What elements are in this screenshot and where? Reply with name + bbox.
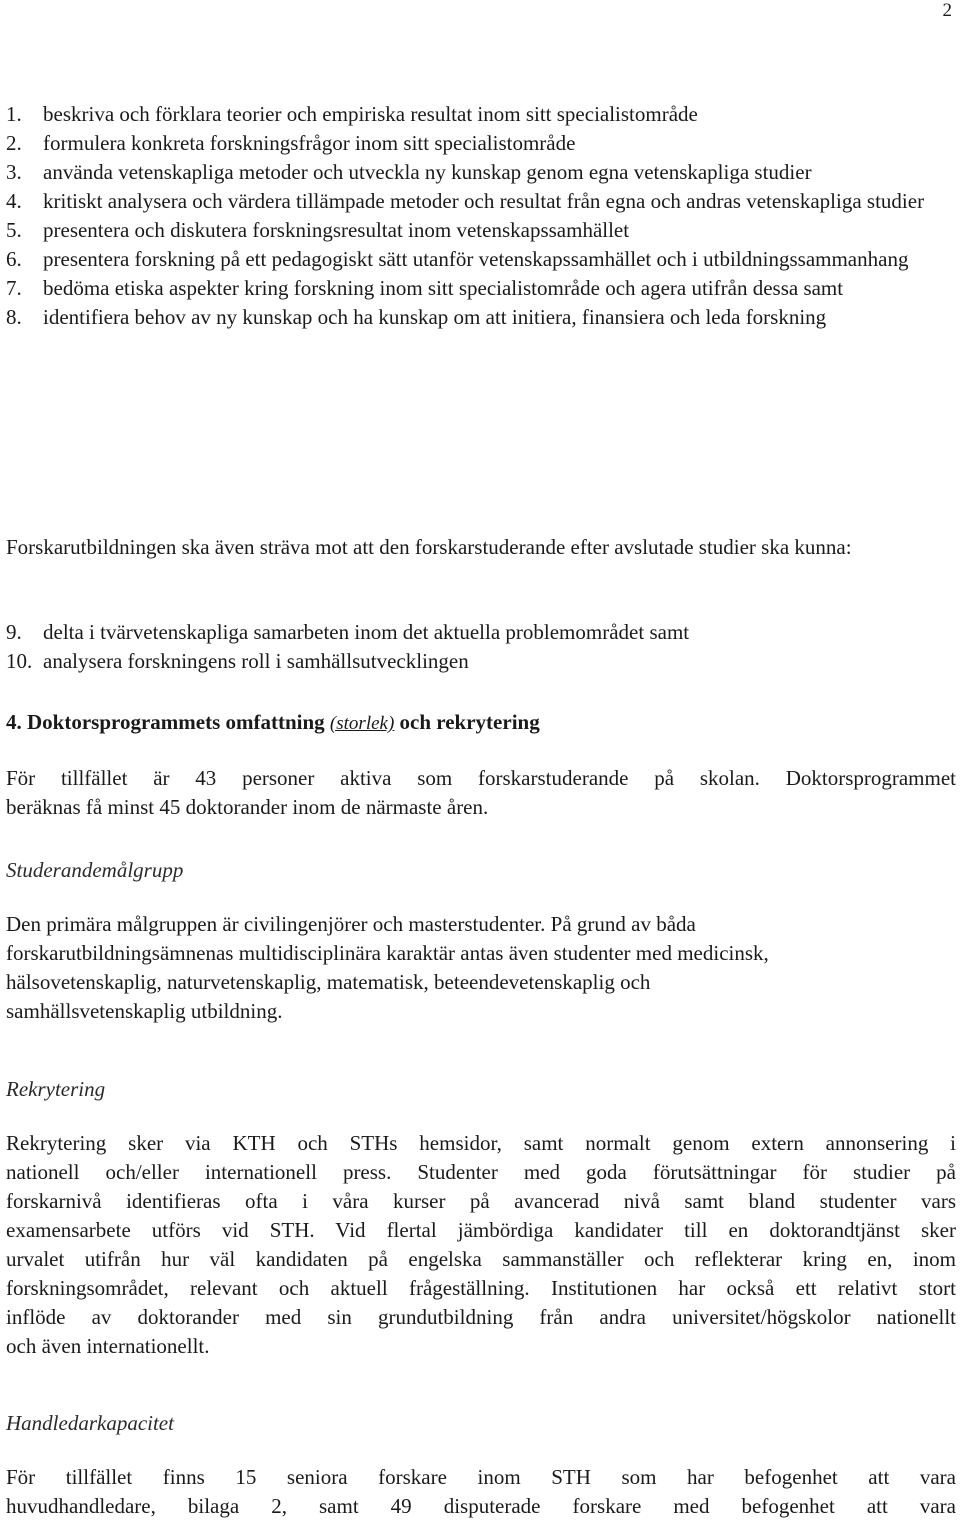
- paragraph-line: nationell och/eller internationell press. Studenter med goda förutsättningar för studier på: [6, 1160, 956, 1184]
- subheading-target-group: Studerandemålgrupp: [6, 858, 184, 882]
- subheading-supervision: Handledarkapacitet: [6, 1411, 174, 1435]
- paragraph-line: examensarbete utförs vid STH. Vid flertal jämbördiga kandidater till en doktorandtjänst sker: [6, 1218, 956, 1242]
- list-number: 1.: [6, 102, 22, 126]
- list-item: [6, 158, 956, 187]
- paragraph-line: Rekrytering sker via KTH och STHs hemsidor, samt normalt genom extern annonsering i: [6, 1131, 956, 1155]
- list-item: [6, 245, 956, 274]
- goals-list: [6, 100, 956, 332]
- page-number: 2: [942, 0, 952, 21]
- list-number: 6.: [6, 247, 22, 271]
- list-number: 9.: [6, 620, 22, 644]
- paragraph-line: För tillfället är 43 personer aktiva som forskarstuderande på skolan. Doktorsprogrammet: [6, 766, 956, 790]
- list-item: [6, 618, 956, 647]
- paragraph-line: För tillfället finns 15 seniora forskare inom STH som har befogenhet att vara: [6, 1465, 956, 1489]
- paragraph-line: forskarutbildningsämnenas multidisciplinära karaktär antas även studenter med medicinsk,: [6, 941, 769, 965]
- paragraph-line: forskningsområdet, relevant och aktuell frågeställning. Institutionen har också ett relativt stort: [6, 1276, 956, 1300]
- size-paragraph: [6, 764, 956, 822]
- list-text: identifiera behov av ny kunskap och ha kunskap om att initiera, finansiera och leda forskning: [43, 305, 827, 329]
- list-text: presentera forskning på ett pedagogiskt sätt utanför vetenskapssamhället och i utbildningssammanhang: [43, 247, 909, 271]
- supervision-paragraph: [6, 1463, 956, 1521]
- goals-list-continued: [6, 618, 956, 676]
- list-text: bedöma etiska aspekter kring forskning inom sitt specialistområde och agera utifrån dessa samt: [43, 276, 844, 300]
- list-number: 3.: [6, 160, 22, 184]
- section-number: 4.: [6, 710, 22, 734]
- paragraph-line: inflöde av doktorander med sin grundutbildning från andra universitet/högskolor nationellt: [6, 1305, 956, 1329]
- list-item: [6, 647, 956, 676]
- list-number: 4.: [6, 189, 22, 213]
- section-title: Doktorsprogrammets omfattning: [27, 710, 325, 734]
- paragraph-line: forskarnivå identifieras ofta i våra kurser på avancerad nivå samt bland studenter vars: [6, 1189, 956, 1213]
- list-item: [6, 129, 956, 158]
- list-number: 2.: [6, 131, 22, 155]
- list-item: [6, 100, 956, 129]
- list-text: analysera forskningens roll i samhällsutvecklingen: [43, 649, 469, 673]
- paragraph-line: hälsovetenskaplig, naturvetenskaplig, matematisk, beteendevetenskaplig och: [6, 970, 651, 994]
- list-item: [6, 274, 956, 303]
- section-title-end: och rekrytering: [399, 710, 540, 734]
- list-number: 8.: [6, 305, 22, 329]
- list-item: [6, 303, 956, 332]
- list-number: 10.: [6, 649, 33, 673]
- list-item: [6, 216, 956, 245]
- paragraph-line: huvudhandledare, bilaga 2, samt 49 disputerade forskare med befogenhet att vara: [6, 1494, 956, 1518]
- paragraph-line: samhällsvetenskaplig utbildning.: [6, 999, 283, 1023]
- section-heading: [6, 708, 540, 738]
- list-text: delta i tvärvetenskapliga samarbeten inom det aktuella problemområdet samt: [43, 620, 690, 644]
- paragraph-line: urvalet utifrån hur väl kandidaten på engelska sammanställer och reflekterar kring en, inom: [6, 1247, 956, 1271]
- list-text: presentera och diskutera forskningsresultat inom vetenskapssamhället: [43, 218, 630, 242]
- target-paragraph: [6, 910, 956, 1026]
- intro-paragraph: Forskarutbildningen ska även sträva mot att den forskarstuderande efter avslutade studier ska kunna:: [6, 535, 852, 559]
- subheading-recruitment: Rekrytering: [6, 1077, 106, 1101]
- list-text: kritiskt analysera och värdera tillämpade metoder och resultat från egna och andras vetenskapliga studier: [43, 189, 925, 213]
- paragraph-line: Den primära målgruppen är civilingenjörer och masterstudenter. På grund av båda: [6, 912, 696, 936]
- paragraph-line: beräknas få minst 45 doktorander inom de närmaste åren.: [6, 795, 489, 819]
- recruitment-paragraph: [6, 1129, 956, 1361]
- list-number: 5.: [6, 218, 22, 242]
- list-item: [6, 187, 956, 216]
- list-text: formulera konkreta forskningsfrågor inom sitt specialistområde: [43, 131, 576, 155]
- section-title-note: (storlek): [329, 713, 395, 734]
- paragraph-line: och även internationellt.: [6, 1334, 210, 1358]
- list-text: använda vetenskapliga metoder och utveckla ny kunskap genom egna vetenskapliga studier: [43, 160, 812, 184]
- list-number: 7.: [6, 276, 22, 300]
- list-text: beskriva och förklara teorier och empiriska resultat inom sitt specialistområde: [43, 102, 698, 126]
